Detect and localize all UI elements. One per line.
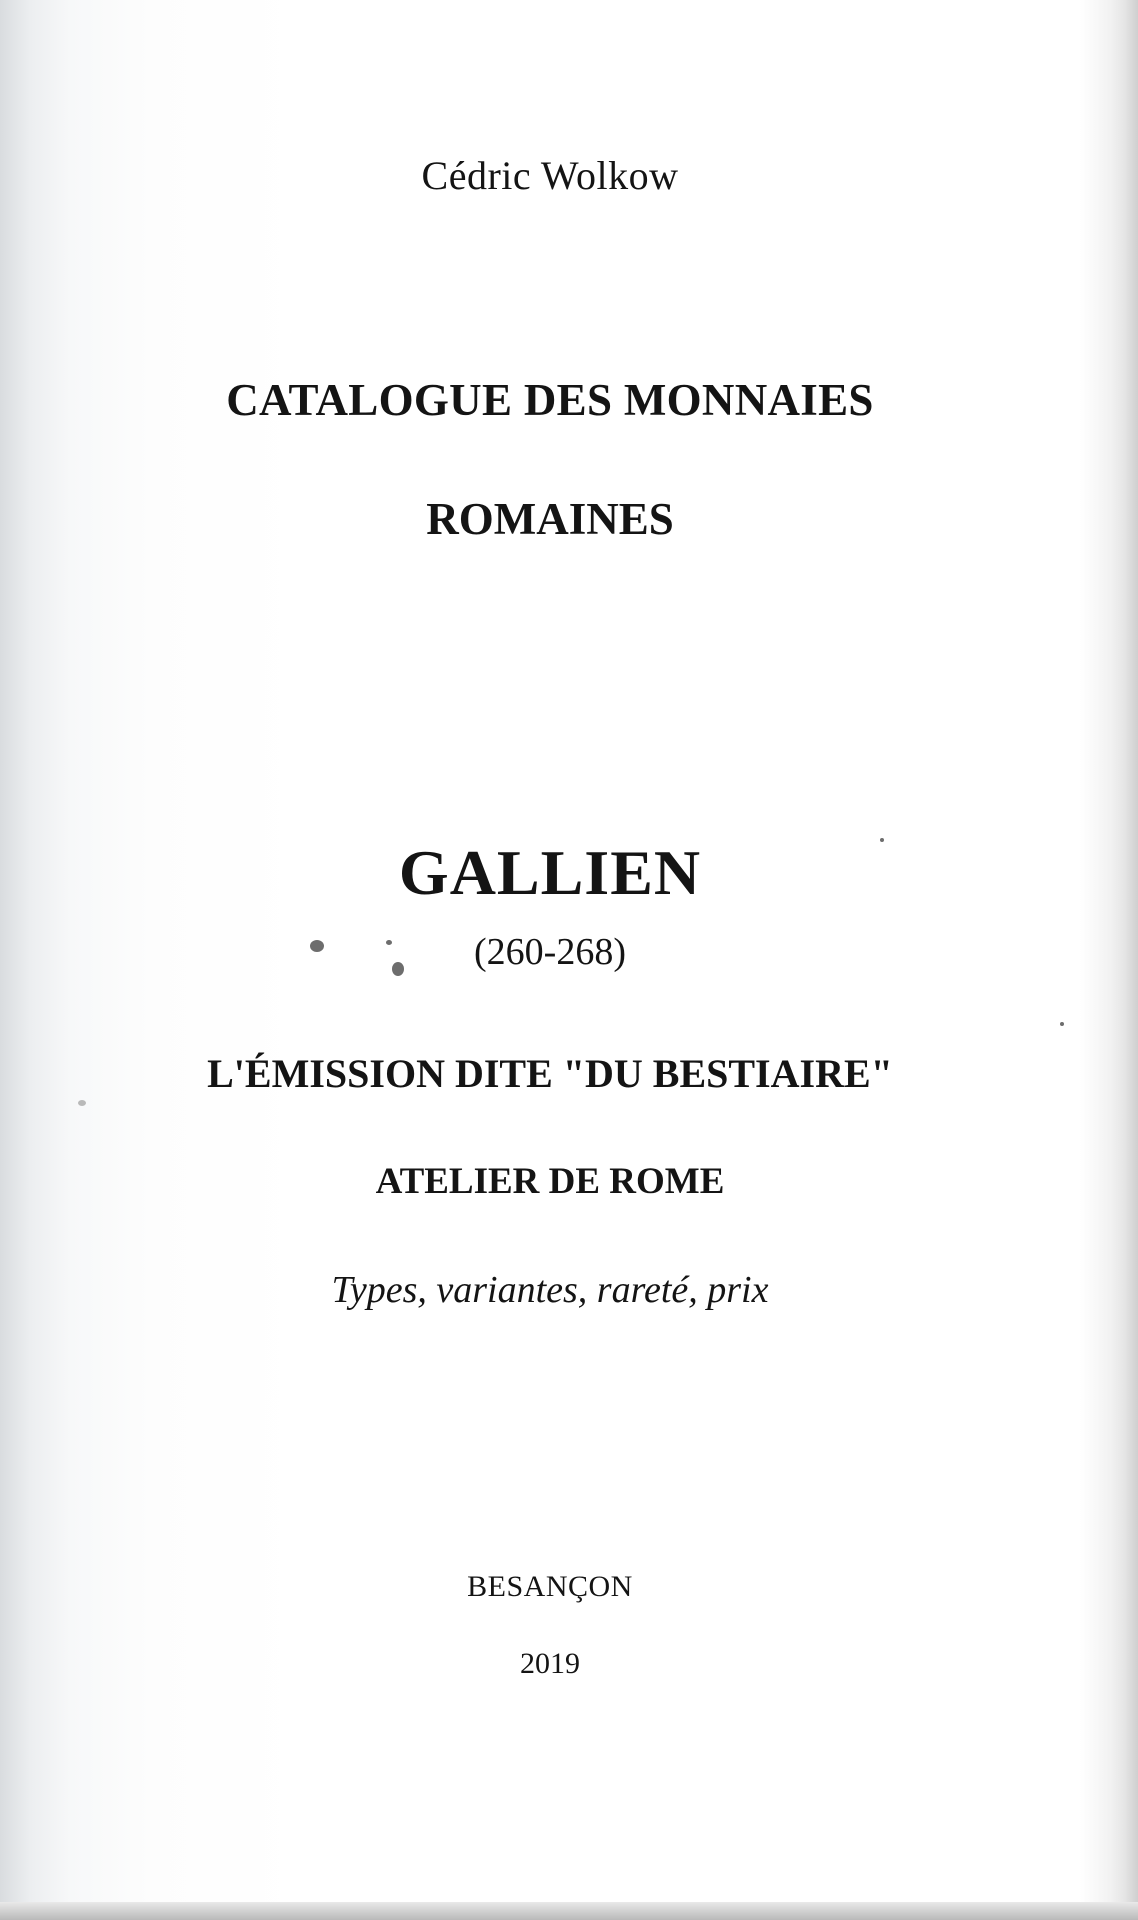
dust-speck bbox=[310, 940, 324, 952]
dust-speck bbox=[78, 1100, 86, 1106]
dust-speck bbox=[880, 838, 884, 842]
reign-dates: (260-268) bbox=[474, 931, 626, 973]
dust-speck bbox=[392, 962, 404, 976]
emperor-name: GALLIEN bbox=[398, 837, 702, 908]
dust-speck bbox=[1060, 1022, 1064, 1026]
publication-year: 2019 bbox=[520, 1647, 580, 1680]
book-title-line-1: CATALOGUE DES MONNAIES bbox=[226, 375, 874, 425]
emission-title: L'ÉMISSION DITE "DU BESTIAIRE" bbox=[207, 1051, 893, 1096]
dust-speck bbox=[386, 940, 392, 945]
page-bottom-edge bbox=[0, 1902, 1138, 1920]
book-subtitle: Types, variantes, rareté, prix bbox=[331, 1269, 769, 1311]
mint-title: ATELIER DE ROME bbox=[375, 1161, 725, 1202]
author-name: Cédric Wolkow bbox=[421, 153, 679, 198]
book-title-line-2: ROMAINES bbox=[426, 494, 674, 544]
publication-city: BESANÇON bbox=[467, 1570, 633, 1603]
